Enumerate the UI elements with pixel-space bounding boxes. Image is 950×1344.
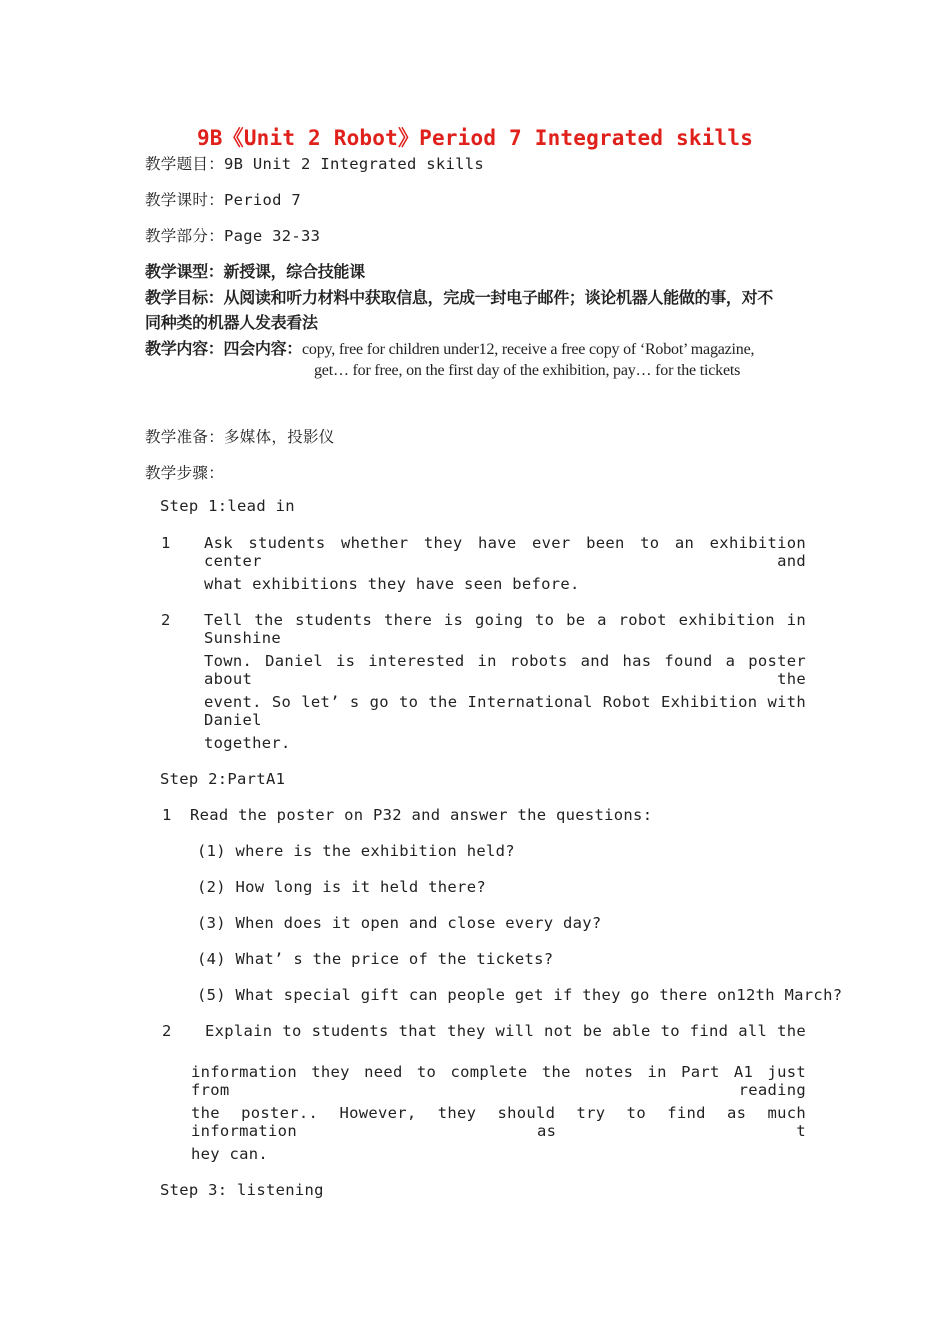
step2-item2-line3: the poster.. However, they should try to find as much information as t	[191, 1104, 806, 1140]
lesson-goal-line-2: 同种类的机器人发表看法	[145, 313, 318, 332]
lesson-topic: 教学题目：9B Unit 2 Integrated skills	[145, 155, 485, 173]
question-5: (5) What special gift can people get if they go there on12th March?	[197, 986, 843, 1004]
step2-item2-number: 2	[162, 1022, 172, 1040]
step1-item2-line1: Tell the students there is going to be a robot exhibition in Sunshine	[204, 611, 806, 647]
lesson-section: 教学部分：Page 32-33	[145, 227, 321, 245]
step1-item2-line4: together.	[204, 734, 291, 752]
page-title: 9B《Unit 2 Robot》Period 7 Integrated skills	[196, 126, 754, 150]
step1-item1-line1: Ask students whether they have ever been to an exhibition center and	[204, 534, 806, 570]
lesson-content-line-2: get… for free, on the first day of the exhibition, pay… for the tickets	[314, 362, 741, 379]
lesson-goal-line-1: 教学目标：从阅读和听力材料中获取信息，完成一封电子邮件；谈论机器人能做的事，对不	[145, 288, 774, 307]
step1-item1-number: 1	[161, 534, 171, 552]
lesson-content-line-1	[145, 336, 754, 359]
content-text-1: copy, free for children under12, receive a free copy of ‘Robot’ magazine,	[302, 341, 755, 358]
question-1: (1) where is the exhibition held?	[197, 842, 515, 860]
step1-item2-line2: Town. Daniel is interested in robots and has found a poster about the	[204, 652, 806, 688]
step3-heading: Step 3: listening	[160, 1181, 324, 1199]
step1-item2-line3: event. So let’ s go to the International Robot Exhibition with Daniel	[204, 693, 806, 729]
step1-item1-line2: what exhibitions they have seen before.	[204, 575, 580, 593]
question-2: (2) How long is it held there?	[197, 878, 486, 896]
content-label: 教学内容：四会内容：	[145, 339, 303, 358]
step2-item2-line4: hey can.	[191, 1145, 269, 1163]
lesson-period: 教学课时：Period 7	[145, 191, 302, 209]
question-4: (4) What’ s the price of the tickets?	[197, 950, 554, 968]
step2-heading: Step 2:PartA1	[160, 770, 286, 788]
step1-item2-number: 2	[161, 611, 171, 629]
lesson-type: 教学课型：新授课，综合技能课	[145, 262, 365, 281]
step2-item2-line2: information they need to complete the notes in Part A1 just from reading	[191, 1063, 806, 1099]
step2-item2-line1: Explain to students that they will not be able to find all the	[205, 1022, 806, 1040]
question-3: (3) When does it open and close every day?	[197, 914, 602, 932]
step2-item1-text: Read the poster on P32 and answer the questions:	[190, 806, 653, 824]
step1-heading: Step 1:lead in	[160, 497, 295, 515]
step2-item1-number: 1	[162, 806, 172, 824]
steps-label: 教学步骤：	[145, 464, 225, 482]
lesson-prep: 教学准备：多媒体，投影仪	[145, 428, 335, 446]
